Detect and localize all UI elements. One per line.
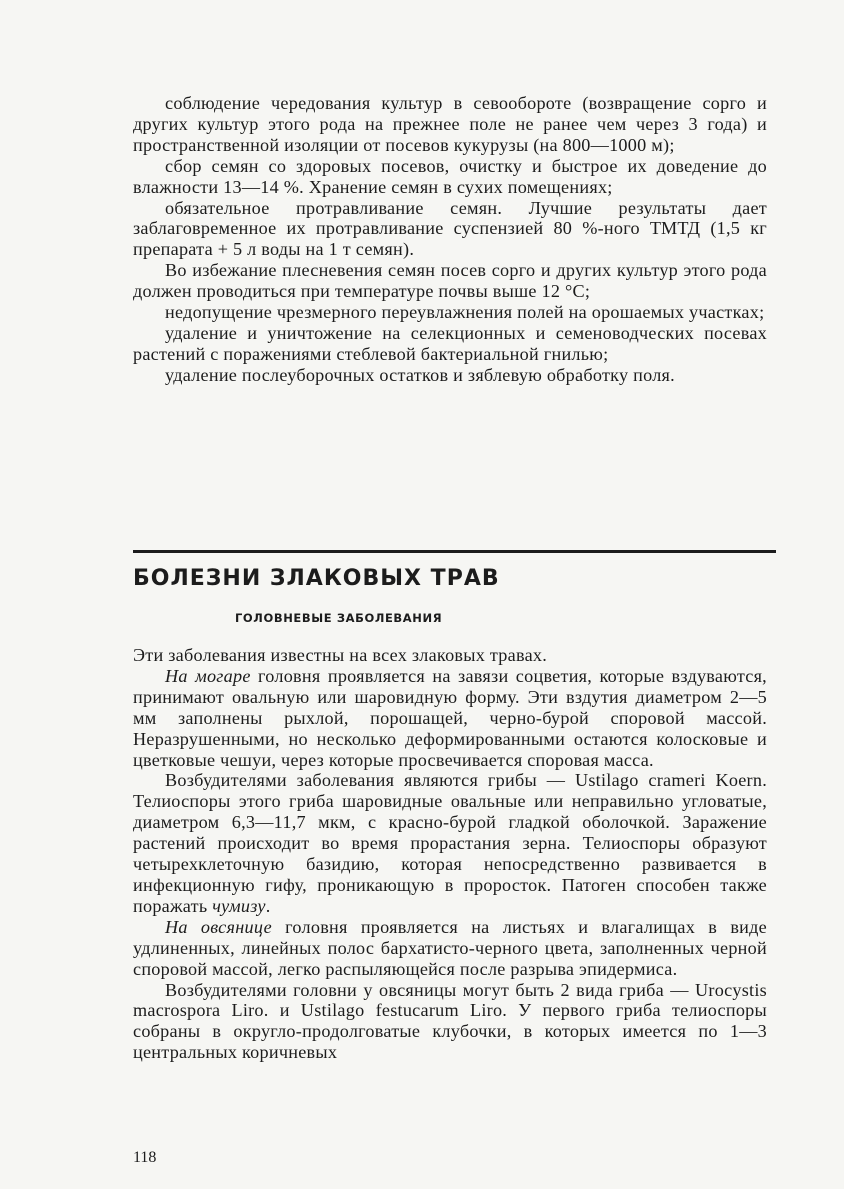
subsection-title: ГОЛОВНЕВЫЕ ЗАБОЛЕВАНИЯ	[235, 611, 443, 625]
section-title: БОЛЕЗНИ ЗЛАКОВЫХ ТРАВ	[133, 566, 500, 591]
italic-term: На могаре	[165, 665, 251, 686]
paragraph: удаление послеуборочных остатков и зяблевую обработку поля.	[165, 364, 675, 385]
section-divider	[133, 550, 776, 553]
italic-term: чумизу	[212, 895, 266, 916]
paragraph: удаление и уничтожение на селекционных и семеноводческих посевах растений с поражениями стеблевой бактериальной гнилью;	[133, 322, 767, 364]
paragraph: недопущение чрезмерного переувлажнения полей на орошаемых участках;	[165, 302, 765, 323]
paragraph: Возбудителями заболевания являются грибы — Ustilago crameri Koern. Телиоспоры этого гриба шаровидные овальные или неправильно угловатые, диаметром 6,3—11,7 мкм, с красно-бурой гладкой оболочкой. Заражение растений происходит во время прорастания зерна. Телиоспоры образуют четырехклеточную базидию, которая непосредственно развивается в инфекционную гифу, проникающую в проросток. Патоген способен также поражать чумизу.	[133, 770, 767, 916]
paragraph: Возбудителями головни у овсяницы могут быть 2 вида гриба — Urocystis macrospora Liro. и Ustilago festucarum Liro. У первого гриба телиоспоры собраны в округло-продолговатые клубочки, в которых имеется по 1—3 центральных коричневых	[133, 979, 767, 1063]
paragraph: сбор семян со здоровых посевов, очистку и быстрое их доведение до влажности 13—14 %. Хранение семян в сухих помещениях;	[133, 155, 767, 197]
page-number: 118	[133, 1149, 157, 1166]
paragraph: соблюдение чередования культур в севообороте (возвращение сорго и других культур этого рода на прежнее поле не ранее чем через 3 года) и пространственной изоляции от посевов кукурузы (на 800—1000 м);	[133, 93, 767, 155]
prevention-measures-block	[133, 93, 767, 386]
paragraph: Во избежание плесневения семян посев сорго и других культур этого рода должен проводиться при температуре почвы выше 12 °С;	[133, 260, 767, 302]
italic-term: На овсянице	[165, 916, 272, 937]
paragraph: Эти заболевания известны на всех злаковых травах.	[133, 645, 548, 665]
paragraph: На могаре головня проявляется на завязи соцветия, которые вздуваются, принимают овальную или шаровидную форму. Эти вздутия диаметром 2—5 мм заполнены рыхлой, порошащей, черно-бурой споровой массой. Неразрушенными, но несколько деформированными остаются колосковые и цветковые чешуи, через которые просвечивается споровая масса.	[133, 665, 767, 770]
paragraph: обязательное протравливание семян. Лучшие результаты дает заблаговременное их протравливание суспензией 80 %-ного ТМТД (1,5 кг препарата + 5 л воды на 1 т семян).	[133, 197, 767, 260]
smut-diseases-block	[133, 645, 767, 1063]
paragraph: На овсянице головня проявляется на листьях и влагалищах в виде удлиненных, линейных полос бархатисто-черного цвета, заполненных черной споровой массой, легко распыляющейся после разрыва эпидермиса.	[133, 916, 767, 979]
